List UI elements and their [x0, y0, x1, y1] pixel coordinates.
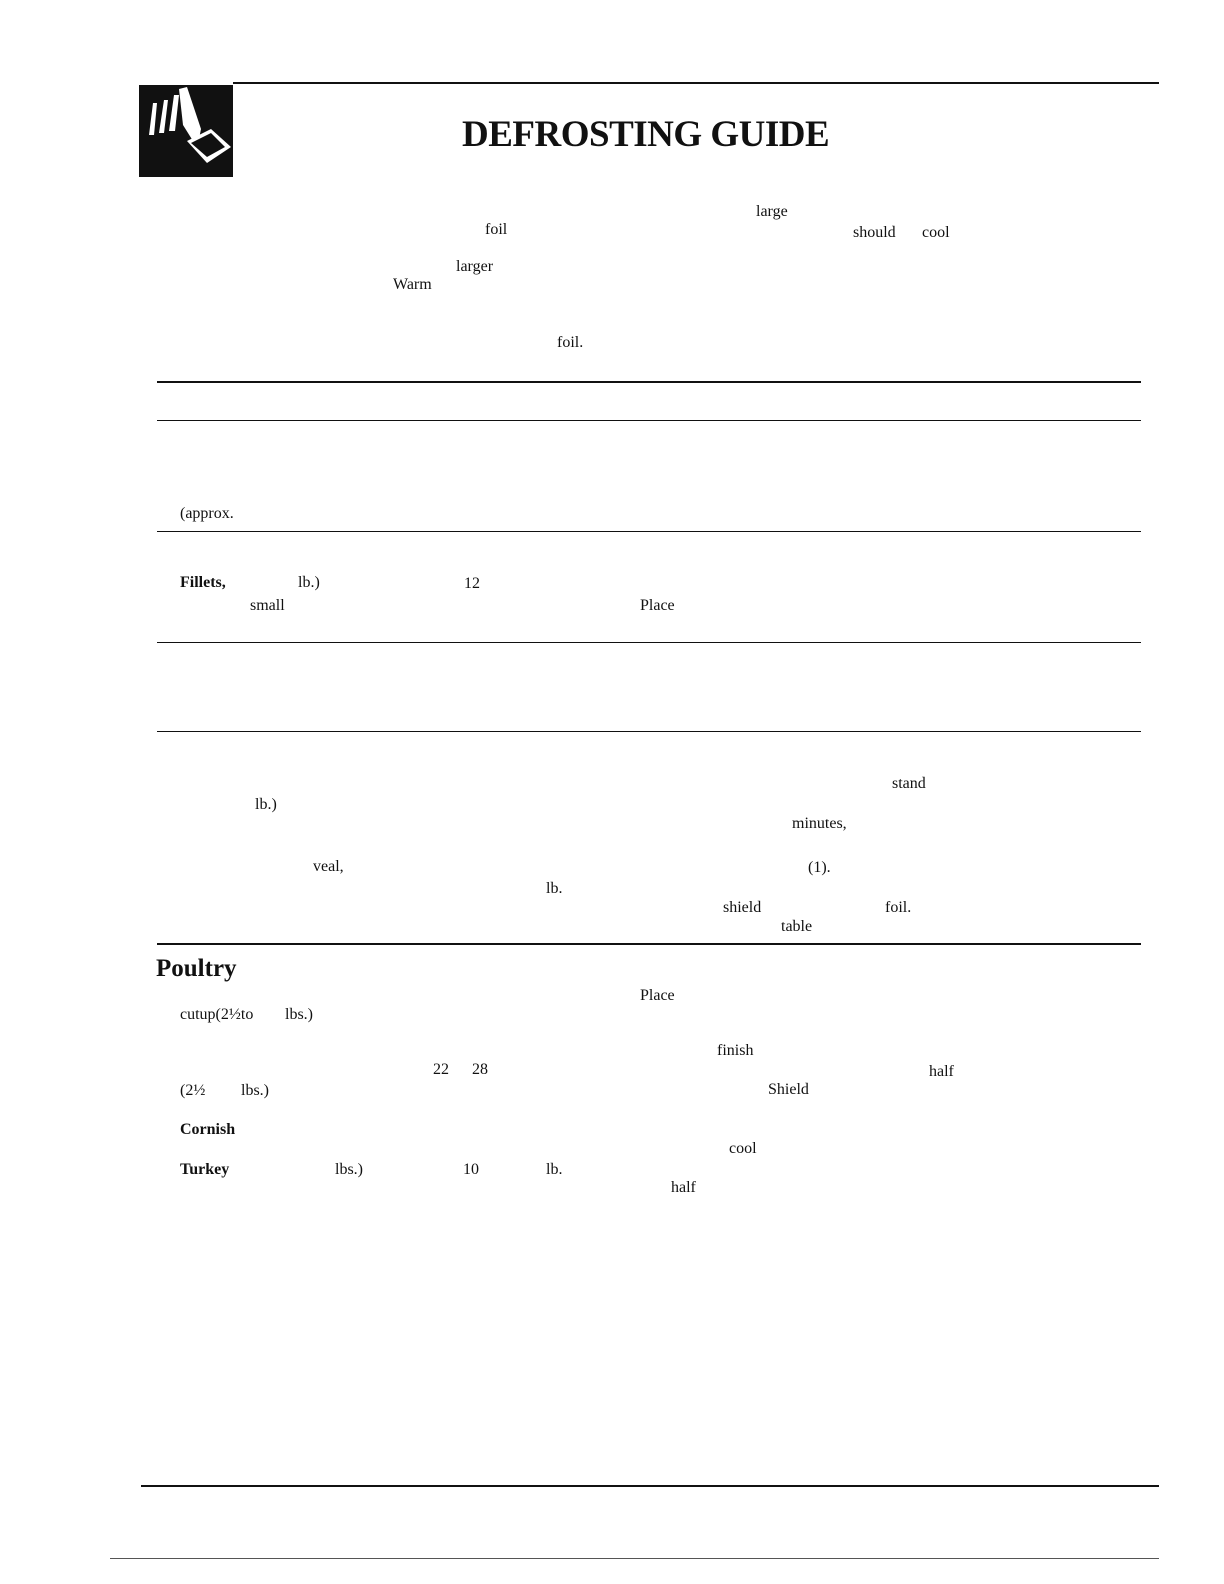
intro-word: larger: [456, 258, 494, 275]
row-text: 10: [463, 1161, 479, 1178]
row-text: Place: [640, 987, 675, 1004]
row-label-cornish: Cornish: [180, 1121, 236, 1138]
intro-word: should: [853, 224, 896, 241]
row-text: finish: [717, 1042, 754, 1059]
section-heading-poultry: Poultry: [156, 955, 237, 982]
page-title: DEFROSTING GUIDE: [462, 114, 830, 155]
intro-word: large: [756, 203, 788, 220]
row-text: lb.): [255, 796, 277, 813]
row-text: 12: [464, 575, 480, 592]
intro-word: cool: [922, 224, 950, 241]
row-text: (1).: [808, 859, 831, 876]
row-text: cutup(2½to: [180, 1006, 254, 1023]
row-divider: [157, 731, 1141, 732]
row-text: Shield: [768, 1081, 809, 1098]
table-header-bottom-rule: [157, 531, 1141, 532]
row-text: lbs.): [335, 1161, 363, 1178]
row-text: Place: [640, 597, 675, 614]
section-rule: [157, 943, 1141, 945]
column-header-text: (approx.: [180, 505, 234, 522]
row-text: lb.: [546, 1161, 563, 1178]
row-text: foil.: [885, 899, 912, 916]
row-text: shield: [723, 899, 762, 916]
row-text: lbs.): [285, 1006, 313, 1023]
row-divider: [157, 642, 1141, 643]
row-text: half: [929, 1063, 954, 1080]
hand-pressing-button-icon: [139, 85, 233, 177]
row-text: half: [671, 1179, 696, 1196]
bottom-edge-rule: [110, 1558, 1159, 1559]
table-header-rule: [157, 420, 1141, 421]
row-text: lb.: [546, 880, 563, 897]
header-rule: [233, 82, 1159, 84]
footer-rule: [141, 1485, 1159, 1487]
row-text: minutes,: [792, 815, 847, 832]
row-text: veal,: [313, 858, 344, 875]
row-text: (2½: [180, 1082, 206, 1099]
row-text: stand: [892, 775, 926, 792]
intro-word: foil.: [557, 334, 584, 351]
intro-word: foil: [485, 221, 508, 238]
table-top-rule: [157, 381, 1141, 383]
row-text: cool: [729, 1140, 757, 1157]
row-text: small: [250, 597, 285, 614]
row-text: lbs.): [241, 1082, 269, 1099]
intro-word: Warm: [393, 276, 432, 293]
row-label-fillets: Fillets,: [180, 574, 226, 591]
row-text: 22: [433, 1061, 449, 1078]
row-text: lb.): [298, 574, 320, 591]
row-text: 28: [472, 1061, 488, 1078]
row-label-turkey: Turkey: [180, 1161, 230, 1178]
row-text: table: [781, 918, 813, 935]
